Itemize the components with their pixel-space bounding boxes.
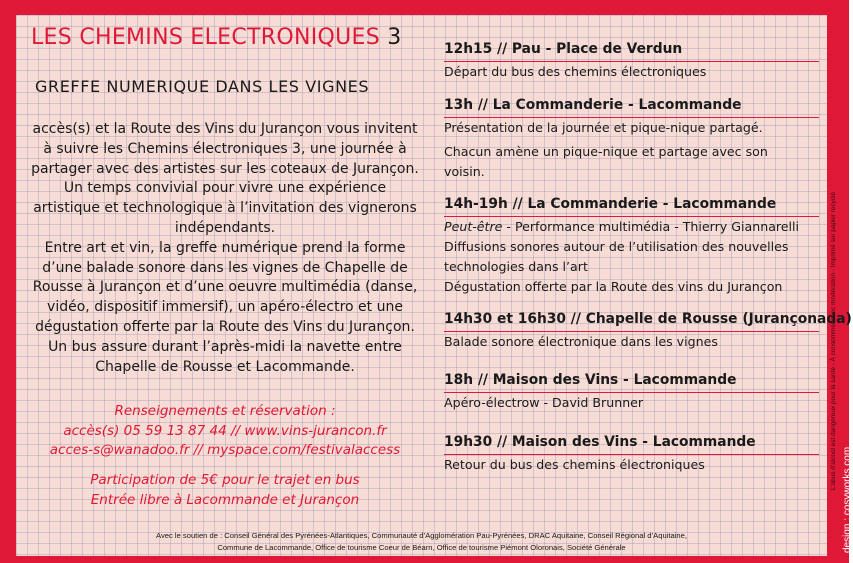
schedule-item-line: Départ du bus des chemins électroniques (444, 64, 707, 79)
schedule-item-line: Dégustation offerte par la Route des vins du Jurançon (444, 279, 783, 294)
contact-heading: Renseignements et réservation : (114, 403, 336, 419)
credits-line: Avec le soutien de : Conseil Général des Pyrénées-Atlantiques, Communauté d’Agglomération Pau-Pyrénées, DRAC Aquitaine, Conseil Régional d’Aquitaine, (156, 531, 687, 540)
schedule-item-line: Retour du bus des chemins électroniques (444, 457, 705, 472)
sponsor-credits (16, 530, 827, 554)
schedule-item-header: 19h30 // Maison des Vins - Lacommande (444, 433, 819, 455)
intro-paragraph: Entre art et vin, la greffe numérique prend la forme d’une balade sonore dans les vignes de Chapelle de Rousse à Jurançon et d’une oeuvre multimédia (danse, vidéo, dispositif immersif), un apéro-électro et une dégustation offerte par la Route des Vins du Jurançon. Un bus assure durant l’après-midi la navette entre Chapelle de Rousse et Lacommande. (32, 239, 418, 375)
price-line: Entrée libre à Lacommande et Jurançon (90, 491, 360, 508)
title-number: 3 (387, 25, 402, 50)
intro-paragraph: accès(s) et la Route des Vins du Jurançon vous invitent à suivre les Chemins électroniques 3, une journée à partager avec des artistes sur les coteaux de Jurançon. Un temps convivial pour vivre une expérience artistique et technologique à l’invitation des vignerons indépendants. (31, 121, 419, 236)
page-title: LES CHEMINS ELECTRONIQUES 3 (31, 25, 402, 50)
schedule-item-header: 14h30 et 16h30 // Chapelle de Rousse (Jurançonada) (444, 310, 819, 332)
contact-line: acces-s@wanadoo.fr // myspace.com/festivalaccess (49, 442, 401, 458)
schedule-item-line: Chacun amène un pique-nique et partage avec son (444, 144, 768, 159)
price-line: Participation de 5€ pour le trajet en bus (90, 472, 360, 488)
price-block (30, 471, 420, 510)
schedule-emphasis: Peut-être (444, 219, 503, 234)
schedule-item (444, 371, 819, 413)
schedule-item (444, 195, 819, 297)
schedule-item (444, 96, 819, 182)
contact-block (30, 402, 420, 461)
page-subtitle: GREFFE NUMERIQUE DANS LES VIGNES (35, 77, 370, 96)
schedule-item-line: Apéro-électrow - David Brunner (444, 395, 644, 410)
schedule-item (444, 40, 819, 82)
schedule-item-header: 14h-19h // La Commanderie - Lacommande (444, 195, 819, 217)
design-credit: design : cosyworks.com (842, 446, 853, 553)
schedule-item-line: technologies dans l’art (444, 259, 588, 274)
contact-line: accès(s) 05 59 13 87 44 // www.vins-jurancon.fr (63, 422, 387, 439)
schedule-item-line: voisin. (444, 164, 485, 179)
schedule-item-line: Diffusions sonores autour de l’utilisation des nouvelles (444, 239, 789, 254)
schedule-item-line: Présentation de la journée et pique-nique partagé. (444, 120, 763, 135)
credits-line: Commune de Lacommande, Office de tourisme Coeur de Béarn, Office de tourisme Piémont Oloronais, Société Générale (217, 543, 626, 552)
schedule-item (444, 433, 819, 475)
schedule-item-header: 13h // La Commanderie - Lacommande (444, 96, 819, 118)
schedule-item-header: 18h // Maison des Vins - Lacommande (444, 371, 819, 393)
schedule-item-header: 12h15 // Pau - Place de Verdun (444, 40, 819, 62)
schedule-item (444, 310, 852, 352)
schedule-item-line: Peut-être - Performance multimédia - Thierry Giannarelli (444, 219, 800, 234)
schedule-item-line: Balade sonore électronique dans les vignes (444, 334, 718, 349)
intro-text (30, 120, 420, 377)
legal-notice: L’abus d’alcool est dangereux pour la santé - À consommer avec modération - Imprimé sur papier recyclé (830, 191, 837, 490)
